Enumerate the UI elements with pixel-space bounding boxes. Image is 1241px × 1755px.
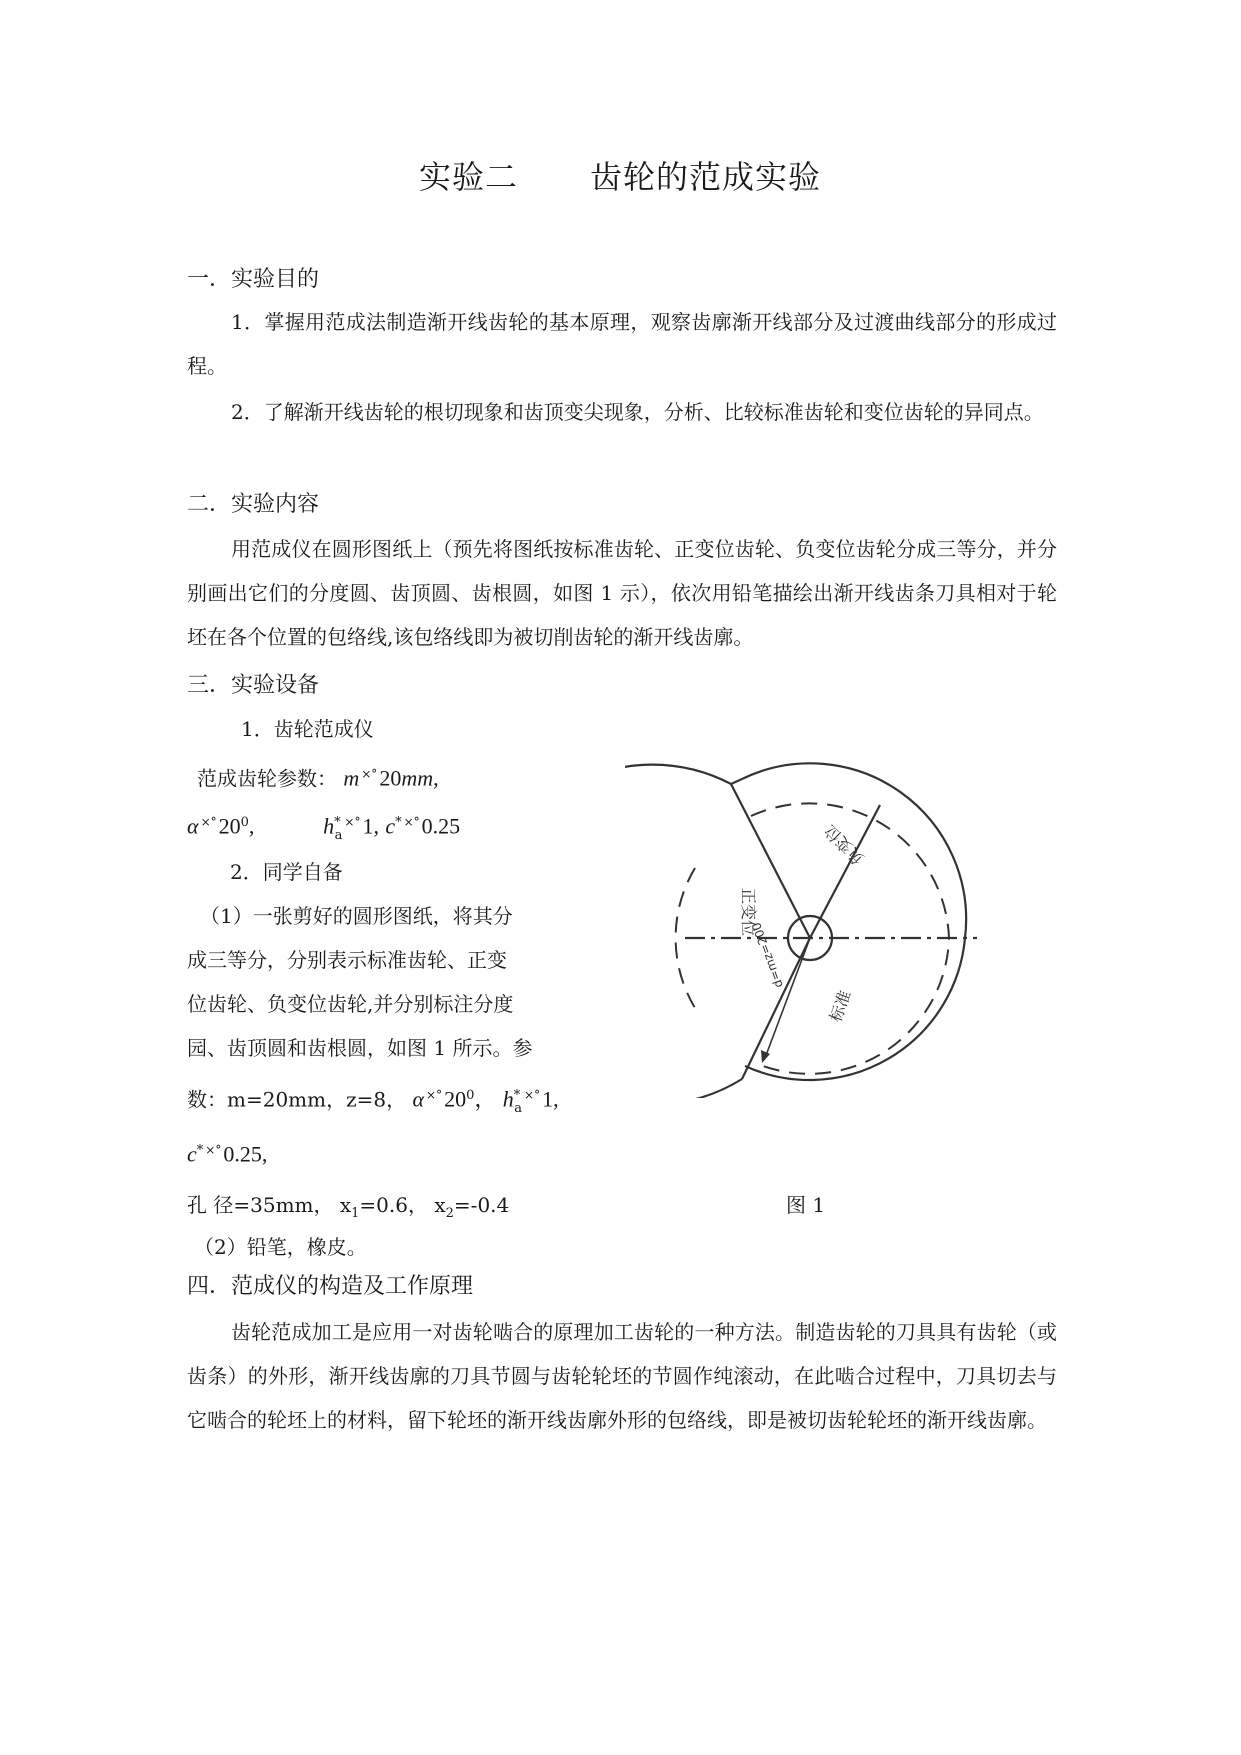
c-star: * [196, 1143, 204, 1158]
x1-sub: 1 [351, 1206, 360, 1221]
alpha-value: 20 [444, 1086, 467, 1112]
params-prefix: 数：m=20mm，z=8， [187, 1087, 407, 1112]
c-symbol: c [187, 1141, 197, 1167]
section-heading-purpose: 一．实验目的 [187, 267, 320, 292]
purpose-item-1: 1．掌握用范成法制造渐开线齿轮的基本原理，观察齿廓渐开线部分及过渡曲线部分的形成过程。 [187, 310, 1057, 378]
section-heading-content: 二．实验内容 [187, 492, 320, 517]
alpha-symbol: α [412, 1086, 425, 1112]
self-prep-params: 数：m=20mm，z=8， α $^{\times^\circ}20^0$， $h^*_a^{\times^\circ}1$, [187, 1086, 559, 1116]
self-prep-line-3: 位齿轮、负变位齿轮,并分别标注分度 [187, 992, 514, 1016]
garble-glyph: ×° [344, 815, 361, 829]
alpha-value: 20 [218, 813, 241, 839]
content-paragraph: 用范成仪在圆形图纸上（预先将图纸按标准齿轮、正变位齿轮、负变位齿轮分成三等分，并分别画出它们的分度圆、齿顶圆、齿根圆，如图 1 示），依次用铅笔描绘出渐开线齿条刀具相对于轮坯在各个位置的包络线,该包络线即为被切削齿轮的渐开线齿廓。 [187, 537, 1057, 649]
ha-star: * [513, 1088, 521, 1103]
ha-sub: a [514, 1100, 523, 1116]
ha-value: 1 [362, 813, 374, 839]
garble-glyph: ×° [524, 1088, 541, 1102]
sector-line-right [810, 805, 880, 938]
blank-circle-right [731, 779, 742, 784]
equipment-item-1: 1．齿轮范成仪 [241, 717, 374, 741]
label-diameter: d=mz=200 [749, 920, 786, 990]
c-star: * [395, 815, 402, 830]
garble-glyph: ×° [200, 815, 217, 829]
alpha-symbol: α [187, 813, 199, 839]
purpose-item-2: 2．了解渐开线齿轮的根切现象和齿顶变尖现象，分析、比较标准齿轮和变位齿轮的异同点。 [231, 400, 1044, 424]
x1-symbol: x [339, 1193, 352, 1217]
self-prep-c-param: c* ×°0.25, [187, 1141, 268, 1167]
alpha-degree: 0 [240, 815, 249, 830]
c-value: 0.25 [421, 813, 461, 839]
garble-glyph: ×° [205, 1143, 222, 1157]
ha-star: * [334, 815, 341, 830]
gear-paper-figure [625, 758, 1005, 1098]
x1-value: =0.6， [359, 1193, 428, 1217]
ha-symbol: h [323, 813, 335, 839]
self-prep-line-4: 园、齿顶圆和齿根圆，如图 1 所示。参 [187, 1036, 533, 1060]
x2-symbol: x [434, 1193, 446, 1217]
params-line: 范成齿轮参数： m ×°20mm, [197, 765, 439, 791]
outer-arc [625, 765, 742, 1098]
diameter-arrow-head [761, 1050, 770, 1063]
c-value: 0.25 [223, 1141, 262, 1167]
principle-paragraph: 齿轮范成加工是应用一对齿轮啮合的原理加工齿轮的一种方法。制造齿轮的刀具具有齿轮（或齿条）的外形，渐开线齿廓的刀具节圆与齿轮轮坯的节圆作纯滚动，在此啮合过程中，刀具切去与它啮合的轮坯上的材料，留下轮坯的渐开线齿廓外形的包络线，即是被切齿轮轮坯的渐开线齿廓。 [187, 1320, 1057, 1432]
c-symbol: c [385, 813, 396, 839]
alpha-degree: 0 [466, 1088, 475, 1103]
ha-symbol: h [502, 1086, 514, 1112]
hole-label: 孔 径=35mm， [187, 1193, 334, 1217]
x2-value: =-0.4 [453, 1193, 510, 1217]
ha-sub: a [334, 827, 343, 843]
page-title-number: 实验二 [419, 158, 519, 196]
x2-sub: 2 [445, 1206, 454, 1221]
equipment-item-2: 2．同学自备 [230, 860, 343, 884]
label-positive-shift: 正变位 [739, 888, 758, 937]
garble-glyph: ×° [361, 767, 378, 781]
self-prep-item-2: （2）铅笔，橡皮。 [194, 1235, 367, 1259]
self-prep-line-2: 成三等分，分别表示标准齿轮、正变 [187, 948, 507, 972]
self-prep-line-1: （1）一张剪好的圆形图纸，将其分 [200, 904, 513, 928]
page-title: 齿轮的范成实验 [590, 158, 822, 196]
params-line-2: α $^{\times^\circ}20^0$, $h^*_a^{\times^\circ}1$, c* ×°0.25 [187, 813, 461, 843]
figure-caption: 图 1 [786, 1193, 826, 1217]
garble-glyph: ×° [426, 1088, 443, 1102]
section-heading-principle: 四．范成仪的构造及工作原理 [187, 1274, 474, 1299]
m-symbol: m [343, 765, 360, 791]
m-unit: mm [401, 765, 434, 791]
m-value: 20 [379, 765, 402, 791]
ha-value: 1 [542, 1086, 554, 1112]
garble-glyph: ×° [403, 815, 420, 829]
params-label: 范成齿轮参数： [197, 766, 337, 791]
section-heading-equipment: 三．实验设备 [187, 673, 320, 698]
label-negative-shift: 负变位 [820, 821, 868, 869]
label-standard: 标准 [825, 987, 855, 1025]
